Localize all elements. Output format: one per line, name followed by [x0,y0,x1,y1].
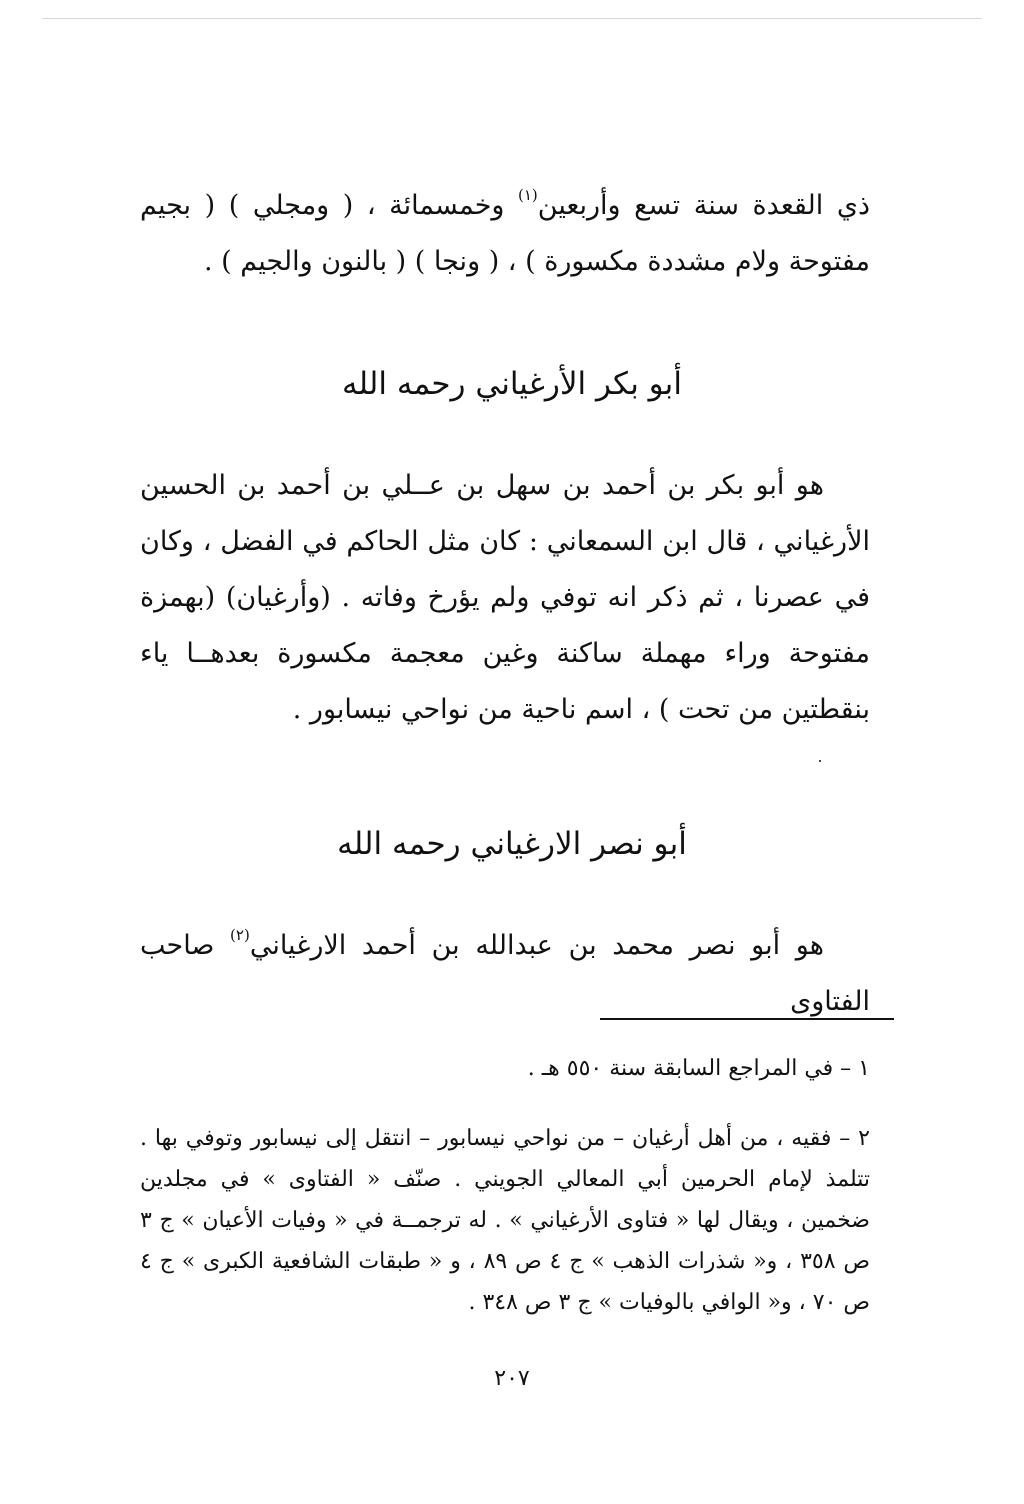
footnote-marker-2: (٢) [230,926,250,944]
paragraph-abu-nasr [140,918,870,1030]
footnote-1-text: ١ – في المراجع السابقة سنة ٥٥٠ هـ . [527,1056,870,1081]
paragraph-1-text-b: وخمسمائة ، ( ومجلي ) ( بجيم مفتوحة ولام مشددة مكسورة ) ، ( ونجا ) ( بالنون والجيم ) . [140,190,870,277]
heading-abu-bakr: أبو بكر الأرغياني رحمه الله [342,366,682,402]
footnote-separator [600,1018,894,1020]
top-rule [42,18,982,19]
paragraph-3-text-a: هو أبو نصر محمد بن عبدالله بن أحمد الارغياني [249,930,824,961]
paragraph-abu-bakr [140,458,870,738]
footnote-2-text: ٢ – فقيه ، من أهل أرغيان – من نواحي نيسابور – انتقل إلى نيسابور وتوفي بها . تتلمذ لإمام الحرمين أبي المعالي الجويني . صنّف « الفتاوى » في مجلدين ضخمين ، ويقال لها « فتاوى الأرغياني » . له ترجمــة في « وفيات الأعيان » ج ٣ ص ٣٥٨ ، و« شذرات الذهب » ج ٤ ص ٨٩ ، و « طبقات الشافعية الكبرى » ج ٤ ص ٧٠ ، و« الوافي بالوفيات » ج ٣ ص ٣٤٨ . [140,1126,870,1315]
speck [819,760,821,762]
paragraph-3-text-b: صاحب الفتاوى [140,930,870,1017]
paragraph-1-text-a: ذي القعدة سنة تسع وأربعين [537,190,870,221]
heading-abu-nasr: أبو نصر الارغياني رحمه الله [337,826,687,862]
footnote-2 [140,1118,870,1323]
paragraph-continuation [140,178,870,290]
paragraph-2-text: هو أبو بكر بن أحمد بن سهل بن عــلي بن أحمد بن الحسين الأرغياني ، قال ابن السمعاني : كان مثل الحاكم في الفضل ، وكان في عصرنا ، ثم ذكر انه توفي ولم يؤرخ وفاته . (وأرغيان) (بهمزة مفتوحة وراء مهملة ساكنة وغين معجمة مكسورة بعدهــا ياء بنقطتين من تحت ) ، اسم ناحية من نواحي نيسابور . [140,470,870,725]
page-number: ٢٠٧ [494,1366,530,1391]
footnote-1 [140,1048,870,1089]
footnote-marker-1: (١) [518,186,538,204]
